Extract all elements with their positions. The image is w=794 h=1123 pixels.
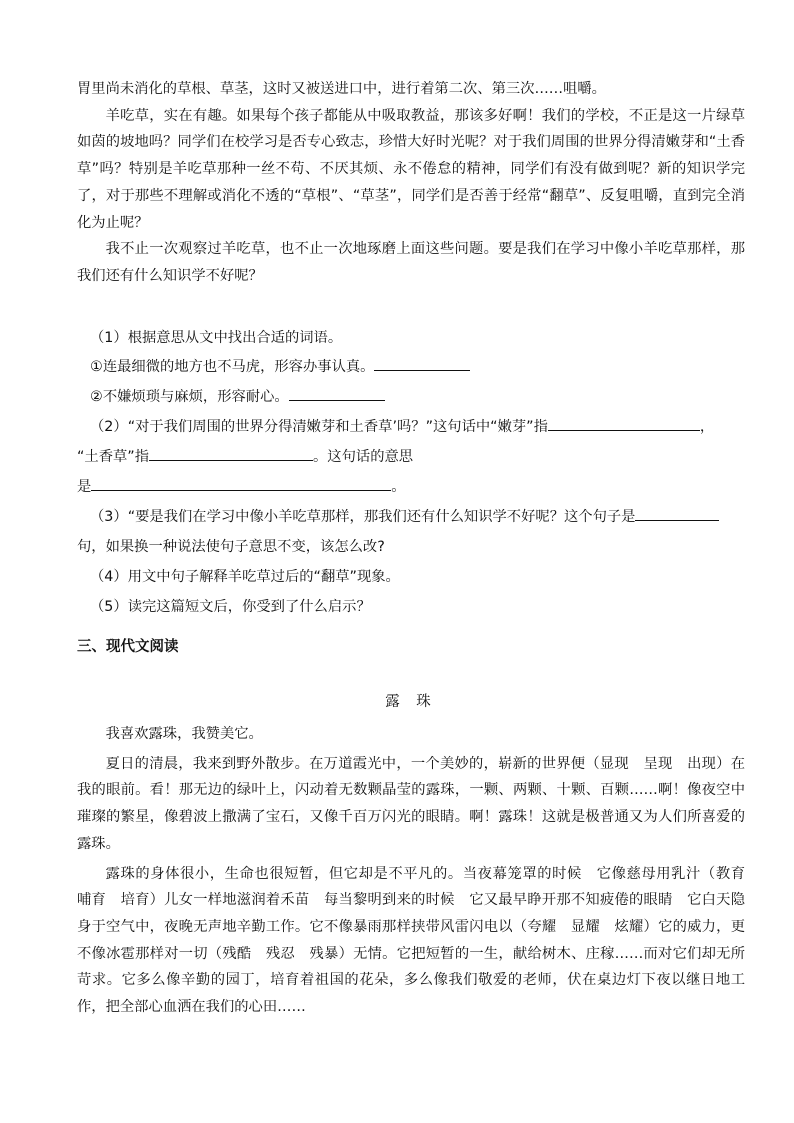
question-2-text-1: （2）“对于我们周围的世界分得清嫩芽和土香草’吗？”这句话中“嫩芽”指	[90, 418, 548, 435]
question-1b-text: ②不嫌烦琐与麻烦，形容耐心。	[90, 388, 289, 405]
question-3-line-2: 句，如果换一种说法使句子意思不变，该怎么改?	[77, 538, 385, 555]
questions-block	[77, 325, 745, 622]
answer-blank-1a[interactable]	[374, 356, 470, 371]
question-5: （5）读完这篇短文后，你受到了什么启示？	[90, 598, 371, 615]
passage-paragraph-b: 我不止一次观察过羊吃草，也不止一次地琢磨上面这些问题。要是我们在学习中像小羊吃草那样，那我们还有什么知识学不好呢？	[77, 241, 745, 284]
question-1: （1）根据意思从文中找出合适的词语。	[90, 330, 343, 346]
answer-blank-1b[interactable]	[289, 386, 385, 401]
article-paragraph-3: 露珠的身体很小，生命也很短暂，但它却是不平凡的。当夜幕笼罩的时候 它像慈母用乳汁（教育 哺育 培育）儿女一样地滋润着禾苗 每当黎明到来的时候 它又最早睁开那不知疲倦的眼睛 它白天隐身于空气中，夜晚无声地辛勤工作。它不像暴雨那样挟带风雷闪电以（夸耀 显耀 炫耀）它的威力，更不像冰雹那样对一切（残酷 残忍 残暴）无情。它把短暂的一生，献给树木、庄稼……而对它们却无所苛求。它多么像辛勤的园丁，培育着祖国的花朵，多么像我们敬爱的老师，伏在桌边灯下夜以继日地工作，把全部心血洒在我们的心田……	[77, 865, 760, 1016]
question-1a	[77, 352, 745, 382]
question-2-text-2: “土香草”指	[77, 448, 150, 465]
question-2-line-1	[77, 412, 745, 442]
article-paragraph-1: 我喜欢露珠，我赞美它。	[105, 726, 263, 742]
article-title: 露 珠	[385, 694, 437, 710]
question-1a-text: ①连最细微的地方也不马虎，形容办事认真。	[90, 358, 375, 375]
passage-1	[77, 76, 745, 290]
section-3	[77, 632, 760, 1021]
question-2-line-3	[77, 472, 745, 502]
answer-blank-2c[interactable]	[91, 476, 391, 491]
question-2-line-2	[77, 442, 745, 472]
question-2-text-4: 是	[77, 478, 92, 495]
passage-line-top: 胃里尚未消化的草根、草茎，这时又被送进口中，进行着第二次、第三次……咀嚼。	[77, 81, 606, 97]
answer-blank-2b[interactable]	[149, 446, 313, 461]
answer-blank-2a[interactable]	[548, 416, 700, 431]
answer-blank-3[interactable]	[635, 506, 719, 521]
question-2-text-3: 。这句话的意思	[313, 448, 414, 465]
passage-paragraph-a: 羊吃草，实在有趣。如果每个孩子都能从中吸取教益，那该多好啊！我们的学校，不正是这一片绿草如茵的坡地吗？同学们在校学习是否专心致志，珍惜大好时光呢？对于我们周围的世界分得清嫩芽和“土香草”吗？特别是羊吃草那种一丝不苟、不厌其烦、永不倦怠的精神，同学们有没有做到呢？新的知识学完了，对于那些不理解或消化不透的“草根”、“草茎”，同学们是否善于经常“翻草”、反复咀嚼，直到完全消化为止呢？	[77, 107, 745, 231]
question-2-period: 。	[391, 478, 406, 495]
article-paragraph-2: 夏日的清晨，我来到野外散步。在万道霞光中，一个美妙的，崭新的世界便（显现 呈现 出现）在我的眼前。看！那无边的绿叶上，闪动着无数颗晶莹的露珠，一颗、两颗、十颗、百颗……啊！像夜空中璀璨的繁星，像碧波上撒满了宝石，又像千百万闪光的眼睛。啊！露珠！这就是极普通又为人们所喜爱的露珠。	[77, 755, 745, 852]
question-1b	[77, 382, 745, 412]
section-heading: 三、现代文阅读	[77, 639, 179, 655]
question-2-comma: ，	[699, 418, 715, 435]
question-3-line-1	[77, 502, 745, 532]
question-4: （4）用文中句子解释羊吃草过后的“翻草”现象。	[90, 568, 400, 585]
question-3-text-1: （3）“要是我们在学习中像小羊吃草那样，那我们还有什么知识学不好呢？这个句子是	[90, 508, 636, 525]
